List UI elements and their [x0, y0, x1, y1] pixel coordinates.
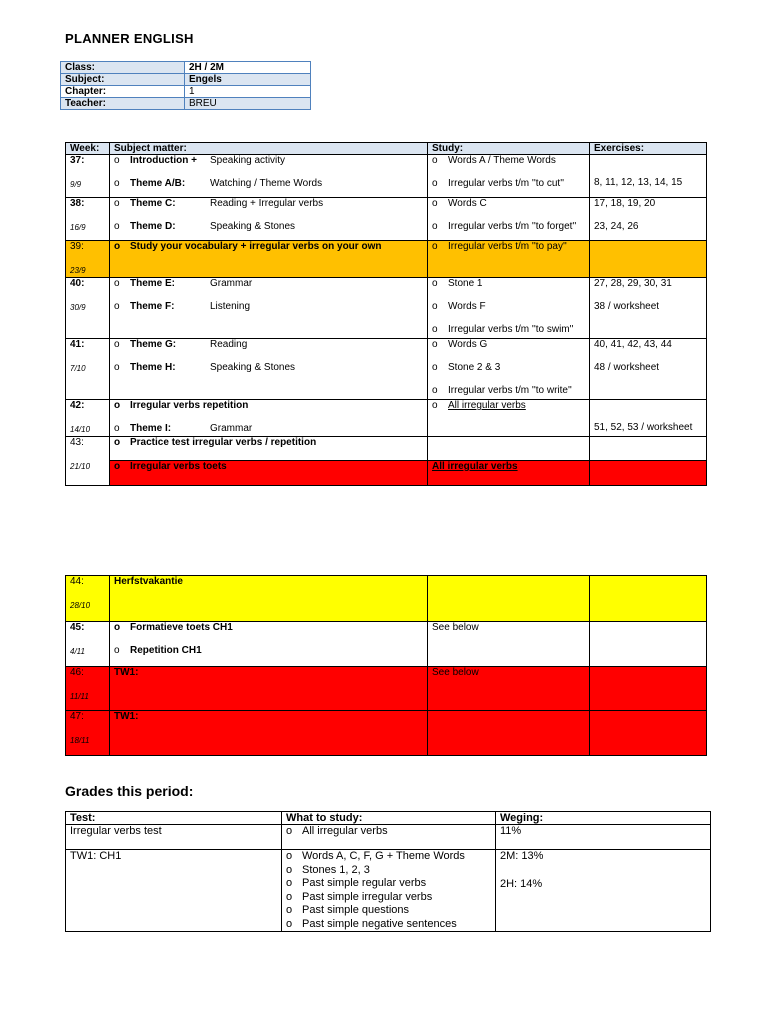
info-row-chapter [61, 86, 311, 98]
study-item: Stones 1, 2, 3 [302, 863, 370, 876]
bullet: o [432, 339, 438, 350]
study-item: Past simple questions [302, 904, 409, 916]
subject-cell [110, 400, 428, 437]
bullet: o [114, 221, 120, 232]
week-cell [66, 278, 110, 339]
week-row-44 [66, 576, 707, 622]
week-row-37 [66, 155, 707, 198]
bullet: o [432, 400, 438, 411]
study-cell [428, 576, 590, 622]
bullet: o [114, 241, 121, 252]
study-item: All irregular verbs [448, 400, 526, 411]
planner-table [65, 142, 707, 486]
week-number: 37: [70, 155, 85, 166]
bullet: o [432, 278, 438, 289]
week-number: 39: [70, 241, 84, 252]
week-date: 21/10 [70, 462, 91, 471]
week-date: 28/10 [70, 601, 91, 610]
grade-row-tw1 [66, 850, 711, 932]
study-cell [428, 241, 590, 278]
subject-label: Theme D: [130, 221, 176, 232]
subject-cell [110, 278, 428, 339]
class-info-table [60, 61, 311, 110]
subject-activity: Speaking activity [210, 155, 286, 166]
week-date: 7/10 [70, 364, 86, 373]
week-row-41 [66, 339, 707, 400]
bullet: o [432, 301, 438, 312]
bullet: o [114, 423, 120, 434]
bullet: o [286, 917, 293, 930]
bullet: o [432, 362, 438, 373]
bullet: o [114, 400, 121, 411]
subject-activity: Speaking & Stones [210, 221, 296, 232]
info-label: Subject: [61, 74, 185, 86]
week-date: 14/10 [70, 425, 91, 434]
study-cell [428, 198, 590, 241]
exercises-item: 38 / worksheet [594, 301, 660, 312]
info-label: Class: [61, 62, 185, 74]
exercises-cell [590, 667, 707, 711]
week-number: 41: [70, 339, 85, 350]
info-value: 2H / 2M [185, 62, 311, 74]
study-item: Words C [448, 198, 487, 209]
subject-label: Theme E: [130, 278, 176, 289]
grades-header-row [66, 812, 711, 825]
bullet: o [432, 324, 438, 335]
study-item: Past simple regular verbs [302, 877, 427, 889]
week-number: 40: [70, 278, 85, 289]
exercises-cell [590, 711, 707, 756]
grades-heading: Grades this period: [65, 783, 194, 799]
week-date: 30/9 [70, 303, 86, 312]
bullet: o [286, 850, 293, 862]
bullet: o [432, 385, 438, 396]
bullet: o [286, 890, 293, 903]
exercises-cell [590, 437, 707, 461]
study-cell [428, 437, 590, 461]
subject-label: Theme G: [130, 339, 177, 350]
week-cell [66, 667, 110, 711]
study-item: Irregular verbs t/m ''to write'' [448, 385, 572, 396]
study-item: Past simple irregular verbs [302, 890, 433, 903]
info-label: Chapter: [61, 86, 185, 98]
exercises-cell [590, 622, 707, 667]
study-cell [428, 339, 590, 400]
week-date: 4/11 [70, 647, 85, 656]
week-row-43 [66, 437, 707, 461]
exercises-cell [590, 339, 707, 400]
study-item: All irregular verbs [432, 461, 518, 472]
bullet: o [286, 904, 293, 916]
week-row-39 [66, 241, 707, 278]
exercises-item: 51, 52, 53 / worksheet [594, 422, 693, 433]
week-number: 38: [70, 198, 85, 209]
exercises-cell [590, 400, 707, 437]
week-date: 11/11 [70, 692, 89, 701]
exercises-cell [590, 278, 707, 339]
subject-activity: Grammar [210, 278, 253, 289]
bullet: o [286, 825, 293, 837]
week-row-40 [66, 278, 707, 339]
subject-label: Irregular verbs repetition [130, 400, 249, 411]
subject-label: Repetition CH1 [130, 645, 202, 656]
study-item: Words A, C, F, G + Theme Words [302, 850, 465, 862]
subject-activity: Watching / Theme Words [210, 178, 323, 189]
subject-activity: Listening [210, 301, 251, 312]
bullet: o [114, 198, 120, 209]
subject-cell: Herfstvakantie [110, 576, 428, 622]
col-study-header: Study: [428, 143, 590, 155]
page-title: PLANNER ENGLISH [65, 31, 194, 46]
study-cell [428, 155, 590, 198]
week-cell [66, 155, 110, 198]
exercises-item: 8, 11, 12, 13, 14, 15 [594, 177, 683, 188]
subject-cell [110, 241, 428, 278]
col-week-header: Week: [66, 143, 110, 155]
week-cell [66, 339, 110, 400]
exercises-cell [590, 155, 707, 198]
grades-table [65, 811, 711, 932]
week-number: 43: [70, 437, 84, 448]
col-subject-header: Subject matter: [110, 143, 428, 155]
subject-activity: Reading [210, 339, 248, 350]
col-exercises-header: Exercises: [590, 143, 707, 155]
subject-label: Theme H: [130, 362, 176, 373]
bullet: o [432, 241, 438, 252]
study-item: Irregular verbs t/m ''to swim'' [448, 324, 574, 335]
planner-header-row [66, 143, 707, 155]
exercises-cell [590, 198, 707, 241]
subject-label: Introduction + [130, 155, 197, 166]
weging-cell [496, 850, 711, 932]
info-row-subject [61, 74, 311, 86]
study-item: Past simple negative sentences [302, 917, 457, 930]
week-number: 46: [70, 667, 84, 678]
study-cell [428, 461, 590, 486]
bullet: o [114, 645, 120, 656]
subject-activity: Speaking & Stones [210, 362, 296, 373]
subject-label: Study your vocabulary + irregular verbs on your own [130, 241, 382, 252]
study-item: Words A / Theme Words [448, 155, 556, 166]
week-number: 44: [70, 576, 84, 587]
info-value: BREU [185, 98, 311, 110]
week-cell [66, 622, 110, 667]
study-item: Irregular verbs t/m ''to cut'' [448, 178, 565, 189]
grade-row-irregular-verbs [66, 825, 711, 850]
subject-cell [110, 437, 428, 461]
subject-cell [110, 461, 428, 486]
info-value: 1 [185, 86, 311, 98]
bullet: o [114, 622, 121, 633]
weging-value: 2H: 14% [500, 877, 543, 890]
study-item: Irregular verbs t/m ''to forget'' [448, 221, 577, 232]
subject-label: Formatieve toets CH1 [130, 622, 233, 633]
subject-label: Theme I: [130, 423, 172, 434]
week-date: 9/9 [70, 180, 82, 189]
study-cell [282, 825, 496, 850]
subject-label: Theme A/B: [130, 178, 186, 189]
study-item: Stone 1 [448, 278, 483, 289]
exercises-item: 23, 24, 26 [594, 221, 639, 232]
study-item: Words F [448, 301, 486, 312]
exercises-item: 48 / worksheet [594, 362, 660, 373]
subject-cell: TW1: [110, 667, 428, 711]
bullet: o [286, 863, 293, 876]
bullet: o [114, 278, 120, 289]
info-row-teacher [61, 98, 311, 110]
week-number: 42: [70, 400, 85, 411]
planner-table-2 [65, 575, 707, 756]
exercises-item: 27, 28, 29, 30, 31 [594, 278, 672, 289]
week-row-42 [66, 400, 707, 437]
col-test-header: Test: [66, 812, 282, 825]
week-cell [66, 241, 110, 278]
week-date: 16/9 [70, 223, 86, 232]
subject-label: Theme F: [130, 301, 175, 312]
info-label: Teacher: [61, 98, 185, 110]
week-row-46 [66, 667, 707, 711]
weging-value: 11% [496, 825, 711, 850]
bullet: o [432, 198, 438, 209]
weging-value: 2M: 13% [500, 850, 544, 862]
subject-cell [110, 622, 428, 667]
study-item: Words G [448, 339, 488, 350]
subject-label: Irregular verbs toets [130, 461, 227, 472]
week-cell [66, 576, 110, 622]
study-cell [428, 400, 590, 437]
week-cell [66, 198, 110, 241]
subject-cell [110, 155, 428, 198]
study-item: All irregular verbs [302, 825, 388, 837]
exercises-cell [590, 241, 707, 278]
week-row-47 [66, 711, 707, 756]
bullet: o [114, 362, 120, 373]
info-row-class [61, 62, 311, 74]
exercises-cell [590, 576, 707, 622]
bullet: o [286, 877, 293, 889]
bullet: o [432, 178, 438, 189]
study-cell: See below [428, 667, 590, 711]
study-cell: See below [428, 622, 590, 667]
exercises-item: 40, 41, 42, 43, 44 [594, 339, 672, 350]
subject-label: Practice test irregular verbs / repetition [130, 437, 317, 448]
test-name: TW1: CH1 [66, 850, 282, 932]
bullet: o [114, 339, 120, 350]
bullet: o [114, 155, 120, 166]
week-cell [66, 711, 110, 756]
subject-cell: TW1: [110, 711, 428, 756]
exercises-cell [590, 461, 707, 486]
bullet: o [432, 155, 438, 166]
test-name: Irregular verbs test [66, 825, 282, 850]
study-cell [428, 278, 590, 339]
subject-label: Theme C: [130, 198, 176, 209]
study-item: Irregular verbs t/m ''to pay'' [448, 241, 567, 252]
week-row-43-test [66, 461, 707, 486]
week-number: 47: [70, 711, 84, 722]
exercises-item: 17, 18, 19, 20 [594, 198, 656, 209]
subject-cell [110, 339, 428, 400]
subject-activity: Grammar [210, 423, 253, 434]
week-cell [66, 400, 110, 437]
col-study-header: What to study: [282, 812, 496, 825]
study-cell [428, 711, 590, 756]
bullet: o [114, 301, 120, 312]
week-date: 23/9 [70, 266, 86, 275]
subject-cell [110, 198, 428, 241]
study-cell [282, 850, 496, 932]
study-item: Stone 2 & 3 [448, 362, 501, 373]
week-row-38 [66, 198, 707, 241]
week-row-45 [66, 622, 707, 667]
col-weging-header: Weging: [496, 812, 711, 825]
bullet: o [114, 461, 121, 472]
bullet: o [114, 178, 120, 189]
subject-activity: Reading + Irregular verbs [210, 198, 324, 209]
week-date: 18/11 [70, 736, 90, 745]
week-cell [66, 437, 110, 486]
week-number: 45: [70, 622, 85, 633]
bullet: o [432, 221, 438, 232]
info-value: Engels [185, 74, 311, 86]
bullet: o [114, 437, 121, 448]
